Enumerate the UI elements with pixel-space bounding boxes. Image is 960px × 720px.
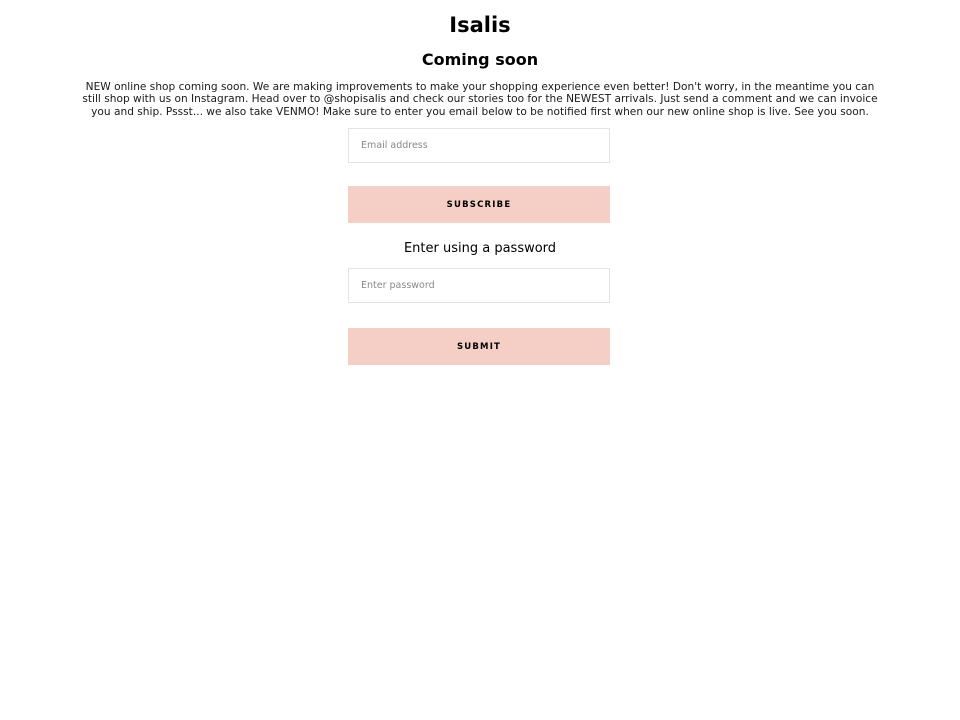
password-field[interactable] — [348, 268, 610, 303]
store-title: Isalis — [449, 13, 511, 37]
coming-soon-message: NEW online shop coming soon. We are making improvements to make your shopping experience even better! Don't worry, in the meantime you can still shop with us on Instagram. Head over to @shopisalis and check our stories too for the NEWEST arrivals. Just send a comment and we can invoice you and ship. Pssst... we also take VENMO! Make sure to enter you email below to be notified first when our new online shop is live. See you soon. — [82, 81, 878, 118]
submit-button[interactable]: SUBMIT — [348, 328, 610, 365]
subscribe-button[interactable]: SUBSCRIBE — [348, 186, 610, 223]
password-heading: Enter using a password — [403, 241, 557, 256]
coming-soon-heading: Coming soon — [421, 50, 539, 69]
email-field[interactable] — [348, 128, 610, 163]
